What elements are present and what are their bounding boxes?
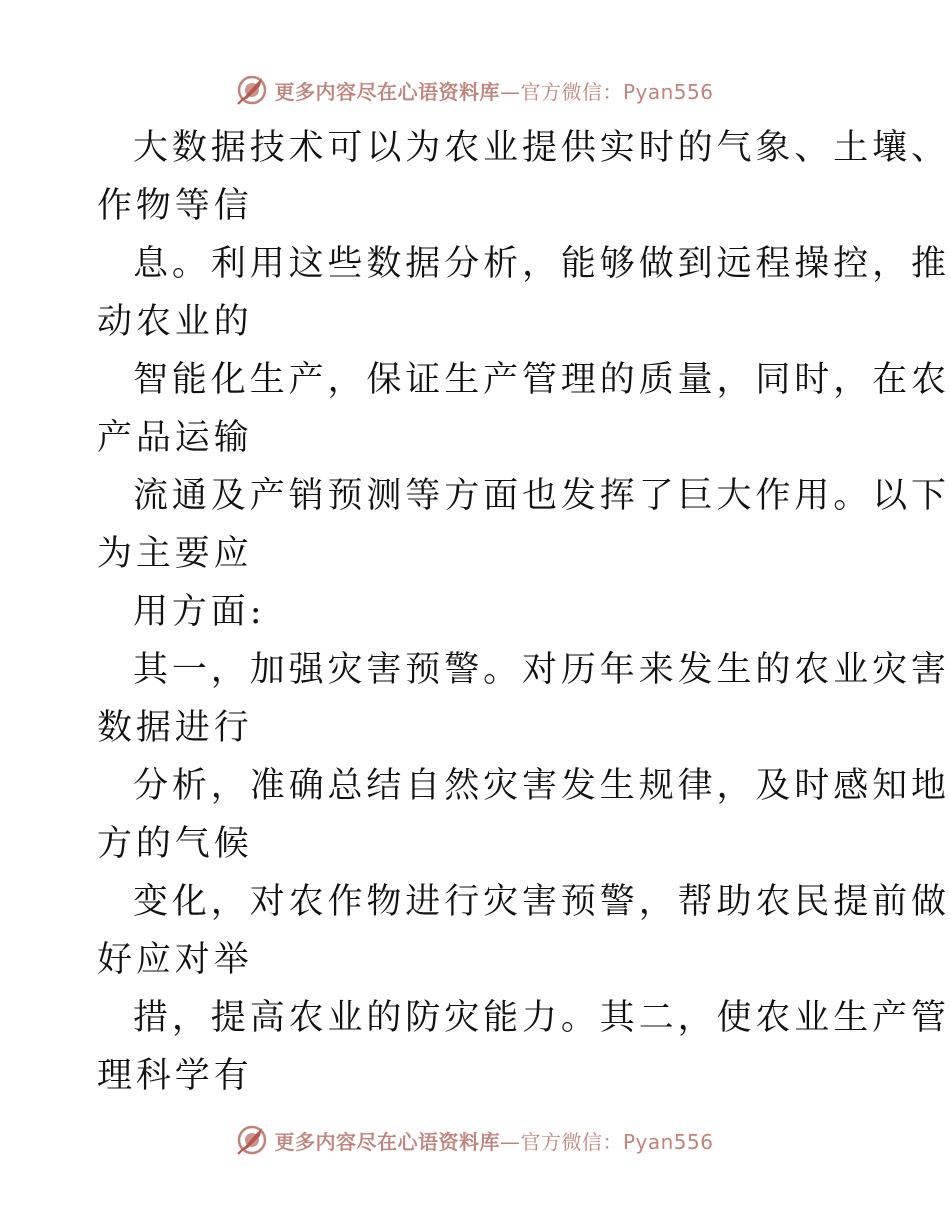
body-line: 方的气候 — [97, 824, 253, 864]
body-line: 动农业的 — [97, 302, 253, 342]
body-line: 流通及产销预测等方面也发挥了巨大作用。以下 — [133, 476, 950, 516]
body-line: 其一，加强灾害预警。对历年来发生的农业灾害 — [133, 650, 950, 690]
body-line: 分析，准确总结自然灾害发生规律，及时感知地 — [133, 766, 950, 806]
footer-watermark — [0, 1120, 950, 1160]
body-line: 好应对举 — [97, 940, 253, 980]
body-line: 为主要应 — [97, 534, 253, 574]
body-line: 产品运输 — [97, 418, 253, 458]
body-line: 息。利用这些数据分析，能够做到远程操控，推 — [133, 244, 950, 284]
header-watermark — [0, 70, 950, 110]
watermark-text: 更多内容尽在心语资料库—官方微信：Pyan556 — [274, 1129, 714, 1154]
watermark-text: 更多内容尽在心语资料库—官方微信：Pyan556 — [274, 79, 714, 104]
body-line: 数据进行 — [97, 708, 253, 748]
body-line: 变化，对农作物进行灾害预警，帮助农民提前做 — [133, 882, 950, 922]
body-line: 智能化生产，保证生产管理的质量，同时，在农 — [133, 360, 950, 400]
body-line: 作物等信 — [97, 186, 253, 226]
body-line: 大数据技术可以为农业提供实时的气象、土壤、 — [133, 128, 950, 168]
quill-logo-icon — [236, 74, 268, 106]
quill-logo-icon — [236, 1124, 268, 1156]
body-line: 理科学有 — [97, 1056, 253, 1096]
body-line: 措，提高农业的防灾能力。其二，使农业生产管 — [133, 998, 950, 1038]
body-line: 用方面: — [133, 592, 266, 632]
